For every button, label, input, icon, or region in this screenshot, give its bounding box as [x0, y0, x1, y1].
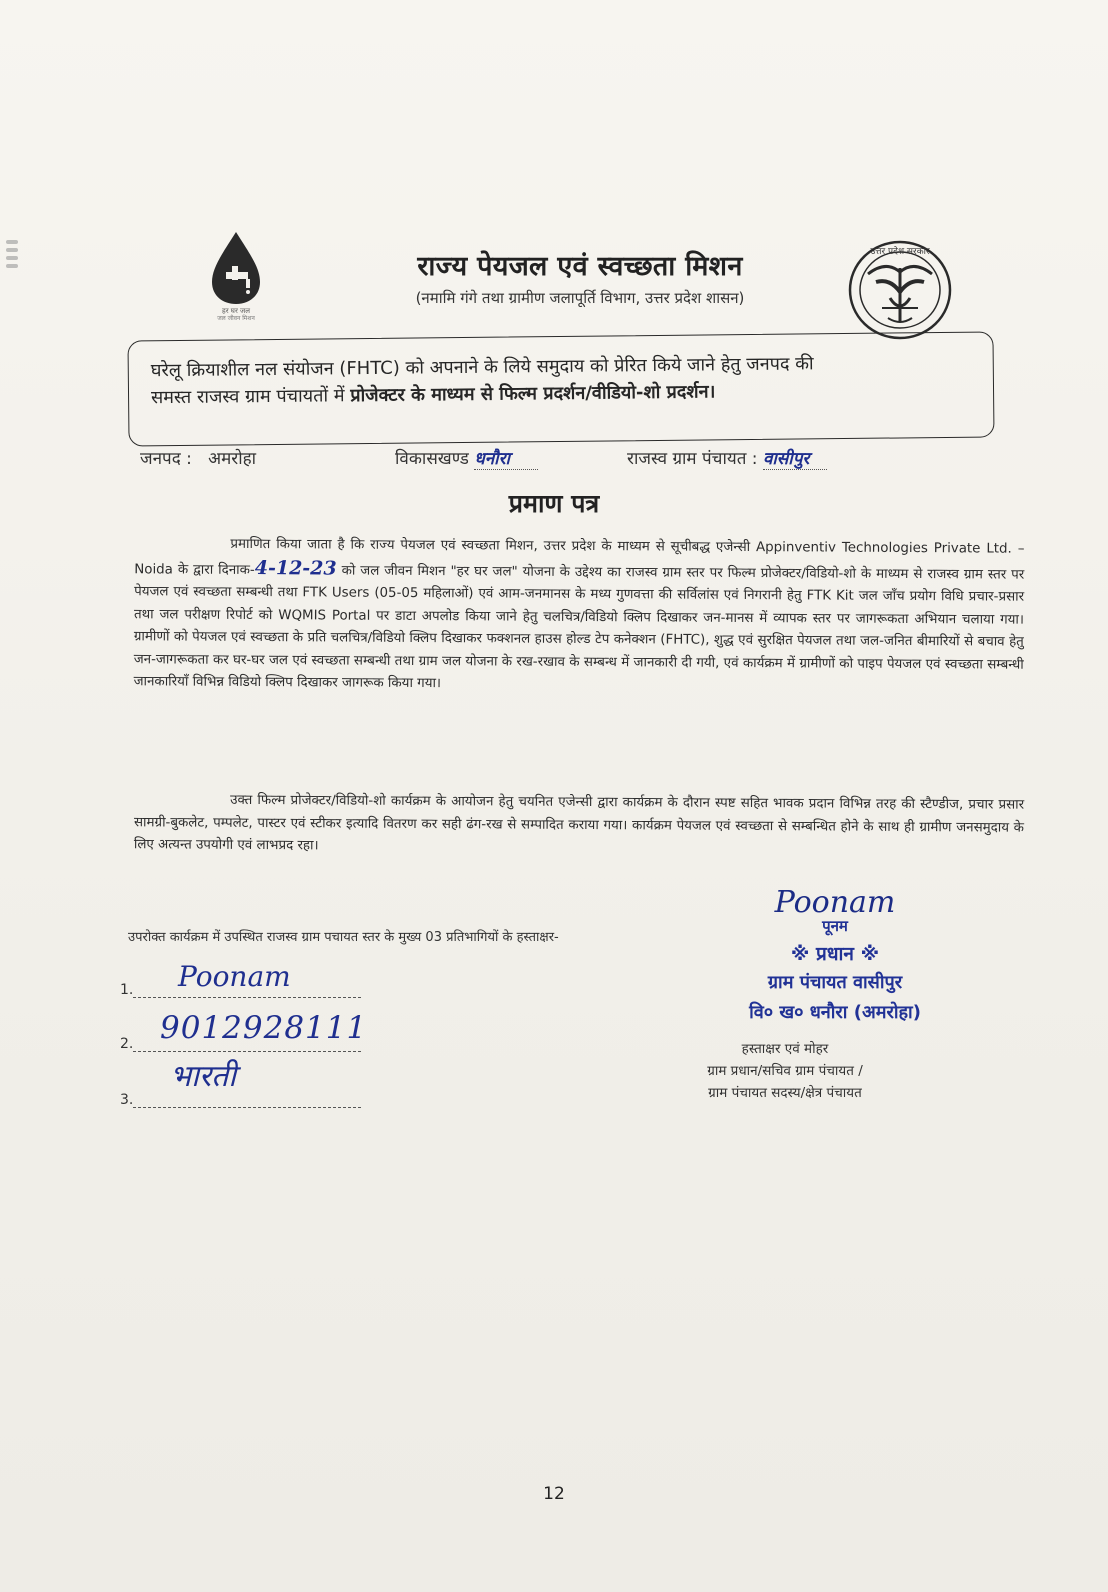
subject-line-2-bold: प्रोजेक्टर के माध्यम से फिल्म प्रदर्शन/वीडियो-शो प्रदर्शन।: [350, 381, 716, 407]
pradhan-role: ※ प्रधान ※: [790, 943, 880, 965]
participants-intro: उपरोक्त कार्यक्रम में उपस्थित राजस्व ग्राम पचायत स्तर के मुख्य 03 प्रतिभागियों के हस्ताक्षर-: [128, 930, 559, 945]
block-label: विकासखण्ड: [395, 449, 469, 469]
participant-signature-2: भारती: [170, 1059, 236, 1094]
participant-line-3: 3.: [120, 1092, 361, 1108]
body-paragraph-2: [134, 789, 1024, 862]
document-title: राज्य पेयजल एवं स्वच्छता मिशन: [417, 251, 743, 282]
subject-line-1: घरेलू क्रियाशील नल संयोजन (FHTC) को अपनाने के लिये समुदाय को प्रेरित किये जाने हेतु जनपद की: [150, 353, 814, 382]
gram-panchayat: ग्राम पंचायत वासीपुर: [767, 972, 903, 993]
para1-text-a: प्रमाणित किया जाता है कि राज्य पेयजल एवं स्वच्छता मिशन, उत्तर प्रदेश के माध्यम से सूचीबद्ध एजेन्सी Appinventiv Technologies Private Ltd. – Noida के द्वारा दिनाक-: [134, 536, 1025, 578]
village-field: [627, 446, 827, 470]
scan-margin-marks: [6, 236, 22, 296]
signature-caption-line-3: ग्राम पंचायत सदस्य/क्षेत्र पंचायत: [708, 1085, 862, 1101]
svg-text:हर घर जल: हर घर जल: [222, 307, 250, 315]
participant-phone: 9012928111: [160, 1010, 368, 1046]
pradhan-signature: Poonam: [774, 885, 896, 920]
svg-text:जल जीवन मिशन: जल जीवन मिशन: [217, 315, 255, 320]
signature-caption-line-1: हस्ताक्षर एवं मोहर: [741, 1041, 829, 1057]
page-number: 12: [543, 1484, 565, 1504]
district-value: अमरोहा: [208, 449, 257, 469]
subject-box: [127, 331, 994, 446]
block-value: धनौरा: [474, 449, 510, 469]
svg-text:उत्तर प्रदेश सरकार: उत्तर प्रदेश सरकार: [870, 247, 930, 257]
pradhan-stamp: [720, 885, 950, 1024]
subject-line-2-prefix: समस्त राजस्व ग्राम पंचायतों में: [150, 385, 345, 409]
para1-text-b: को जल जीवन मिशन "हर घर जल" योजना के उद्देश्य का राजस्व ग्राम स्तर पर फिल्म प्रोजेक्टर/विडियो-शो के माध्यम से राजस्व ग्राम स्तर पर पेयजल एवं स्वच्छता सम्बन्धी तथा FTK Users (05-05 महिलाओं) एवं आम-जनमानस के मध्य गुणवत्ता की सर्विलांस एवं निगरानी हेतु FTK Kit जल जाँच प्रयोग विधि प्रचार-प्रसार तथा जल परीक्षण रिपोर्ट को WQMIS Portal पर डाटा अपलोड किया जाने हेतु चलचित्र/विडियो क्लिप दिखाकर जन-मानस में व्यापक स्तर पर जागरूकता अभियान चलाया गया। ग्रामीणों को पेयजल एवं स्वच्छता के प्रति चलचित्र/विडियो क्लिप दिखाकर फक्शनल हाउस होल्ड टेप कनेक्शन (FHTC), शुद्ध एवं सुरक्षित पेयजल तथा जल-जनित बीमारियों से बचाव हेतु जन-जागरूकता कर घर-घर जल एवं स्वच्छता सम्बन्धी तथा ग्राम जल योजना के रख-रखाव के सम्बन्ध में जानकारी दी गयी, एवं कार्यक्रम में ग्रामीणों को पाइप पेयजल एवं स्वच्छता सम्बन्धी जानकारियाँ विभिन्न विडियो क्लिप दिखाकर जागरूक किया गया।: [133, 563, 1025, 692]
district-field: [140, 446, 256, 469]
participant-line-1: 1.: [120, 982, 361, 998]
village-value: वासीपुर: [762, 449, 810, 469]
signature-caption-line-2: ग्राम प्रधान/सचिव ग्राम पंचायत /: [707, 1063, 863, 1079]
body-paragraph-1: [134, 533, 1025, 699]
district-label: जनपद :: [140, 449, 192, 469]
block-field: [395, 446, 538, 470]
document-subtitle: (नमामि गंगे तथा ग्रामीण जलापूर्ति विभाग, उत्तर प्रदेश शासन): [415, 289, 745, 307]
signature-caption: [660, 1038, 910, 1104]
para1-date: 4-12-23: [254, 556, 337, 580]
village-label: राजस्व ग्राम पंचायत :: [627, 449, 758, 469]
har-ghar-jal-logo: [192, 224, 290, 320]
pradhan-name: पूनम: [822, 917, 848, 935]
para2-text: उक्त फिल्म प्रोजेक्टर/विडियो-शो कार्यक्रम के आयोजन हेतु चयनित एजेन्सी द्वारा कार्यक्रम के दौरान स्पष्ट सहित भावक प्रदान विभिन्न तरह की स्टैण्डीज, प्रचार प्रसार सामग्री-बुकलेट, पम्पलेट, पास्टर एवं स्टीकर इत्यादि वितरण कर सही ढंग-रख से सम्पादित कराया गया। कार्यक्रम पेयजल एवं स्वच्छता से सम्बन्धित होने के साथ ही ग्रामीण जनसमुदाय के लिए अत्यन्त उपयोगी एवं लाभप्रद रहा।: [133, 792, 1025, 854]
participant-signature-1: Poonam: [178, 960, 291, 993]
certificate-heading: प्रमाण पत्र: [508, 489, 600, 518]
up-government-emblem: [846, 238, 958, 342]
participant-line-2: 2.: [120, 1036, 361, 1052]
block-district: वि० ख० धनौरा (अमरोहा): [749, 1002, 921, 1023]
